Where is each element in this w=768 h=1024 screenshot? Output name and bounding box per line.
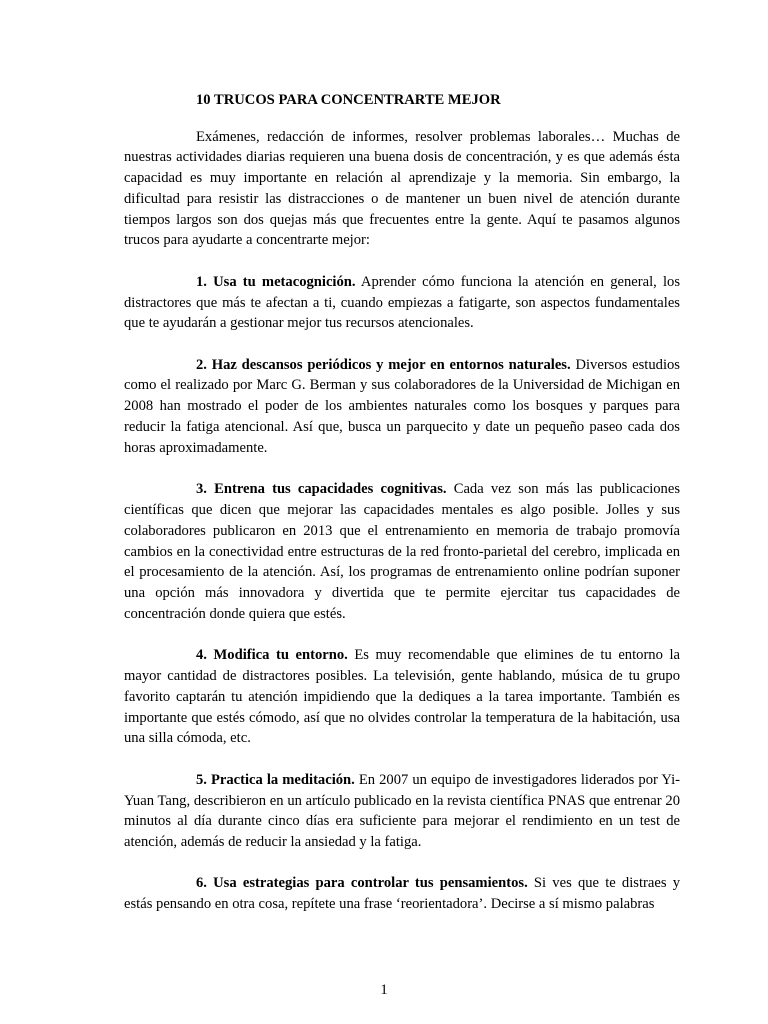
tip-5-text: En 2007 un equipo de investigadores liderados por Yi-Yuan Tang, describieron en un artículo publicado en la revista científica PNAS que entrenar 20 minutos al día durante cinco días era suficiente para mejorar el rendimiento en un test de atención, además de reducir la ansiedad y la fatiga.: [124, 771, 680, 851]
tip-6-text: Si ves que te distraes y estás pensando en otra cosa, repítete una frase ‘reorientadora’. Decirse a sí mismo palabras: [124, 875, 681, 913]
tip-4-paragraph: [124, 645, 680, 749]
tip-6-heading: 6. Usa estrategias para controlar tus pensamientos.: [196, 875, 528, 892]
tip-3-heading: 3. Entrena tus capacidades cognitivas.: [196, 481, 447, 498]
tip-1-heading: 1. Usa tu metacognición.: [196, 273, 356, 290]
tip-3-text: Cada vez son más las publicaciones científicas que dicen que mejorar las capacidades mentales es algo posible. Jolles y sus colaboradores publicaron en 2013 que el entrenamiento en memoria de trabajo promovía cambios en la conectividad entre estructuras de la red fronto-parietal del cerebro, implicada en el procesamiento de la atención. Así, los programas de entrenamiento online podrían suponer una opción más innovadora y divertida que te permite ejercitar tus capacidades de concentración donde quiera que estés.: [124, 481, 681, 622]
tip-3-paragraph: [124, 479, 680, 625]
page-number: 1: [380, 982, 388, 998]
tip-1-text: Aprender cómo funciona la atención en general, los distractores que más te afectan a ti, cuando empiezas a fatigarte, son aspectos fundamentales que te ayudarán a gestionar mejor tus recursos atencionales.: [124, 273, 680, 332]
tip-5-heading: 5. Practica la meditación.: [196, 771, 355, 788]
tip-2-heading: 2. Haz descansos periódicos y mejor en entornos naturales.: [196, 356, 571, 373]
tip-6-paragraph: [124, 873, 680, 915]
intro-paragraph: Exámenes, redacción de informes, resolver problemas laborales… Muchas de nuestras actividades diarias requieren una buena dosis de concentración, y es que además ésta capacidad es muy importante en relación al aprendizaje y la memoria. Sin embargo, la dificultad para resistir las distracciones o de mantener un buen nivel de atención durante tiempos largos son dos quejas más que frecuentes entre la gente. Aquí te pasamos algunos trucos para ayudarte a concentrarte mejor:: [124, 128, 680, 249]
tip-1-paragraph: [124, 272, 680, 334]
tip-5-paragraph: [124, 770, 680, 853]
tip-2-paragraph: [124, 355, 680, 459]
tip-4-text: Es muy recomendable que elimines de tu entorno la mayor cantidad de distractores posibles. La televisión, gente hablando, música de tu grupo favorito captarán tu atención impidiendo que la dediques a la tarea importante. También es importante que estés cómodo, así que no olvides controlar la temperatura de la habitación, usa una silla cómoda, etc.: [124, 647, 680, 747]
tip-2-text: Diversos estudios como el realizado por Marc G. Berman y sus colaboradores de la Universidad de Michigan en 2008 han mostrado el poder de los ambientes naturales como los bosques y parques para reducir la fatiga atencional. Así que, busca un parquecito y date un pequeño paseo cada dos horas aproximadamente.: [124, 356, 680, 456]
tip-4-heading: 4. Modifica tu entorno.: [196, 647, 348, 664]
document-title: 10 TRUCOS PARA CONCENTRARTE MEJOR: [196, 92, 501, 108]
